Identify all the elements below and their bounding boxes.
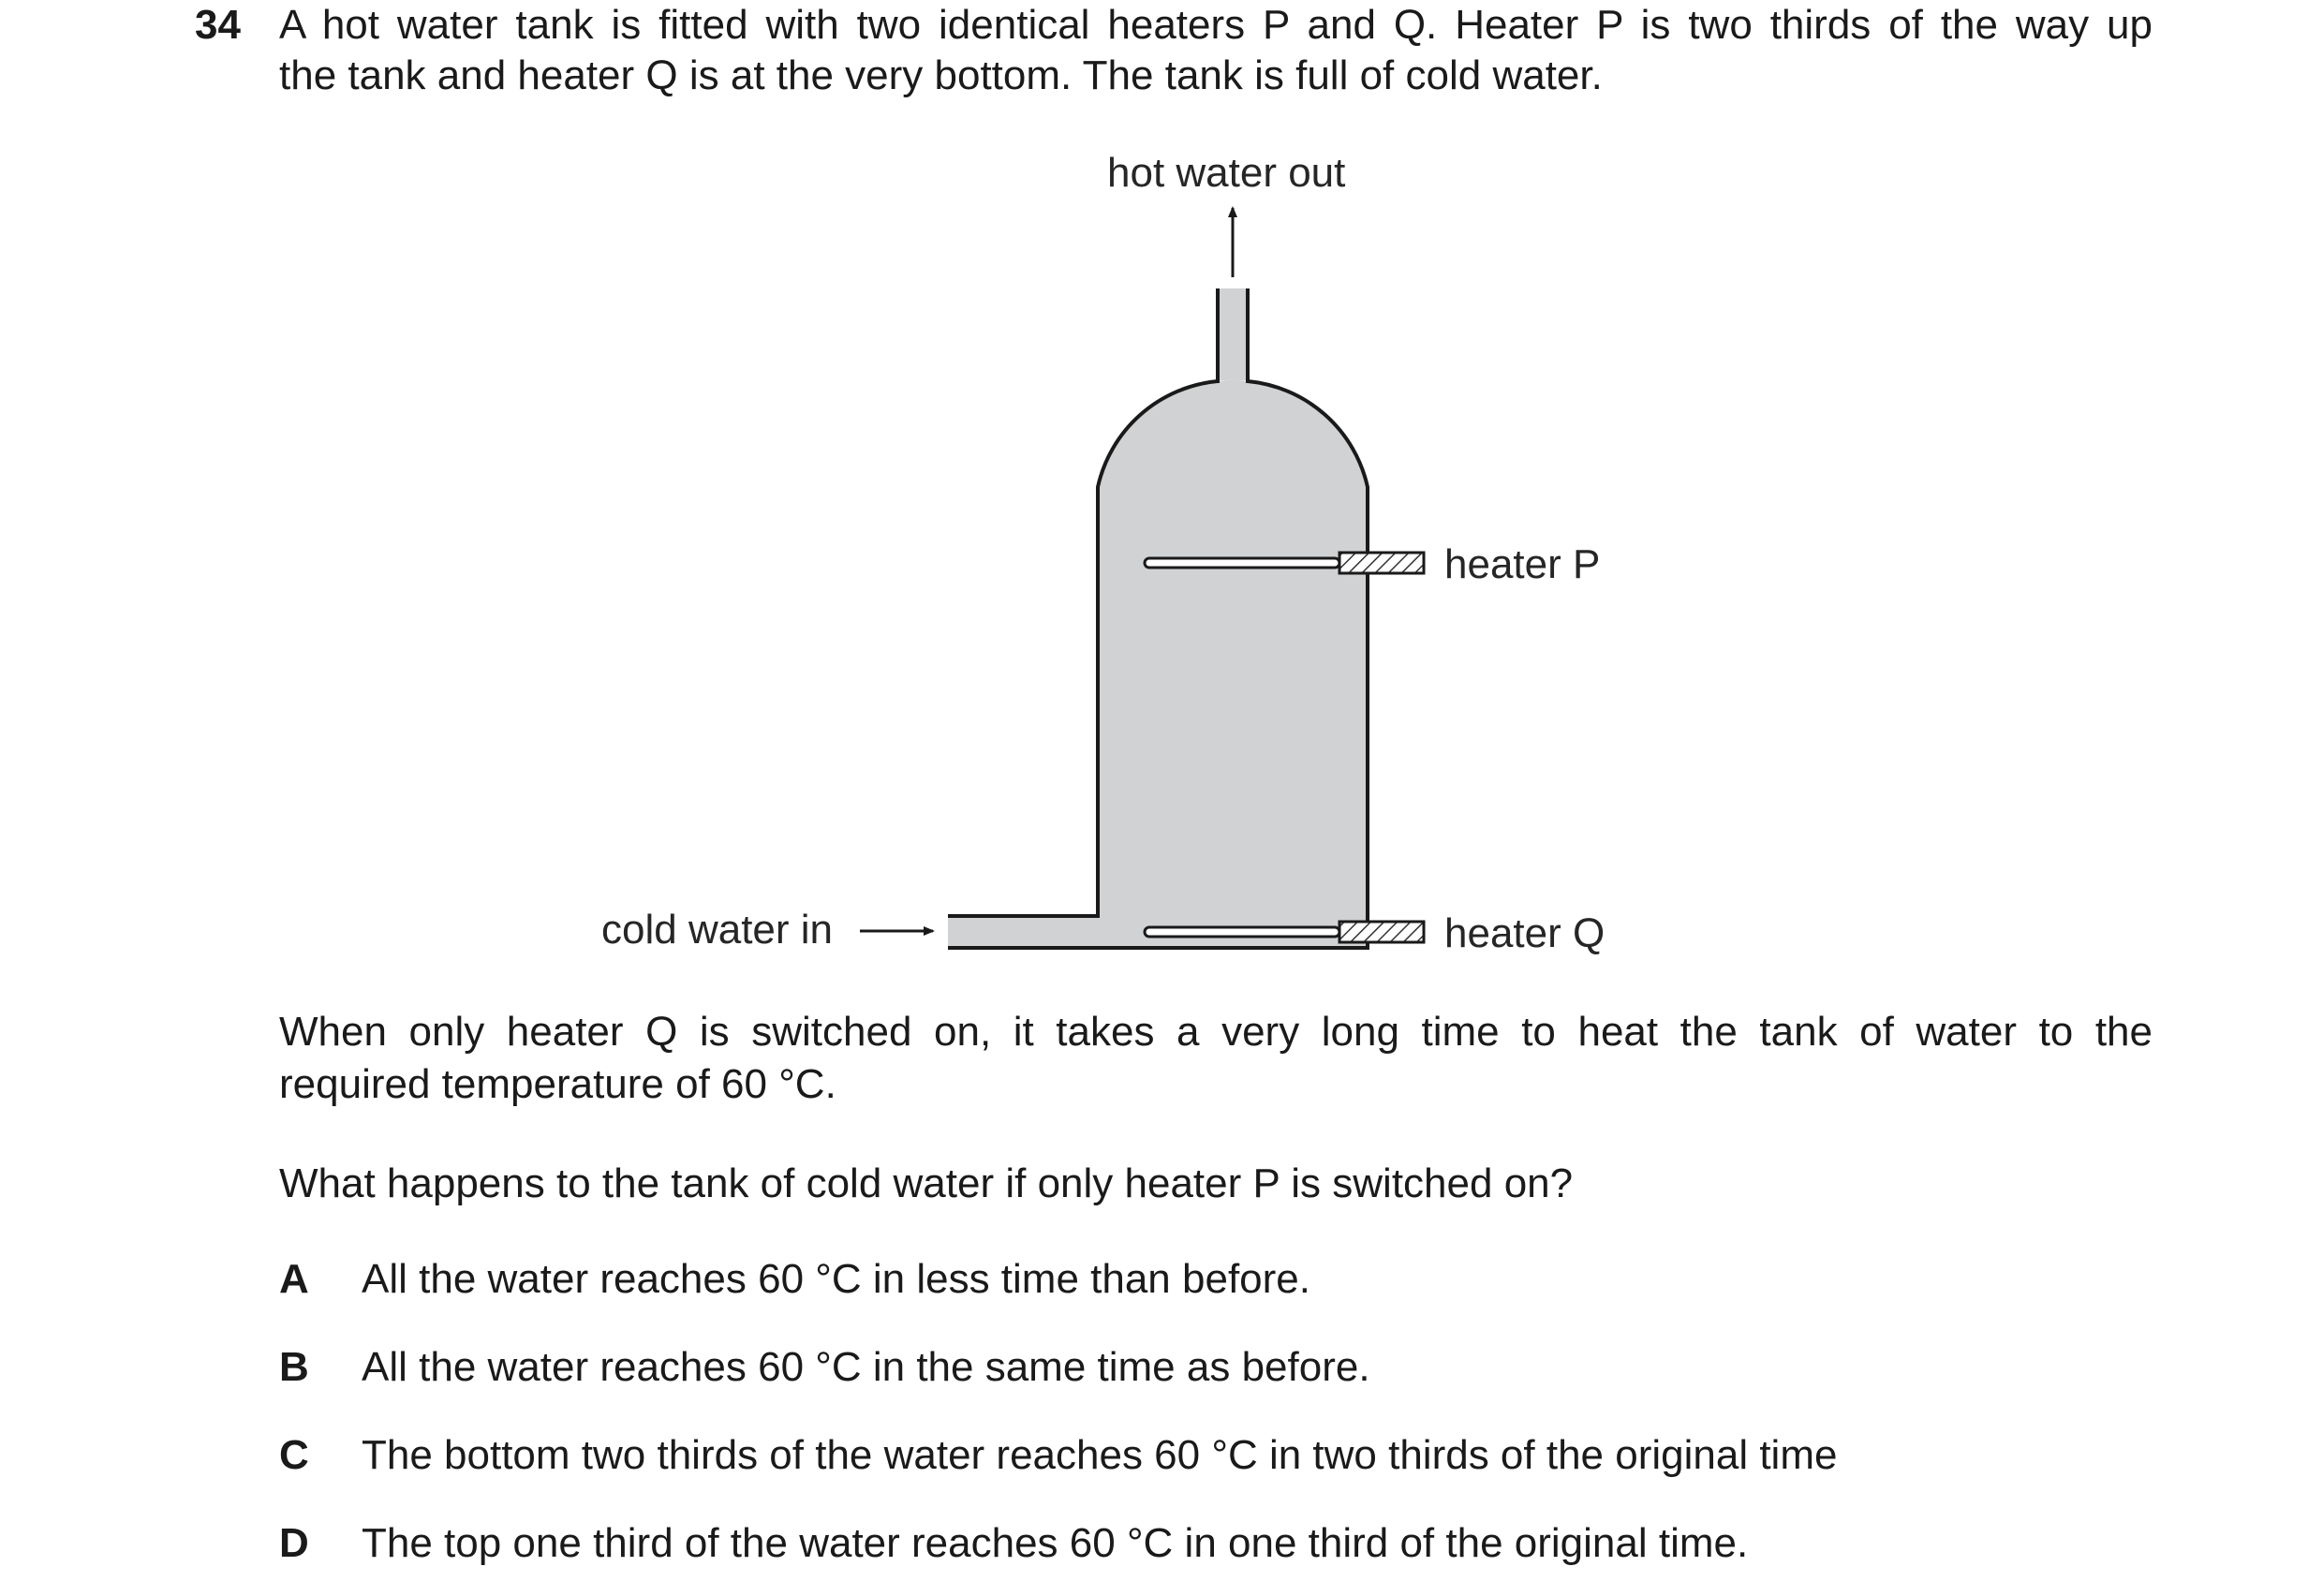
option-d-letter: D [279,1520,309,1566]
question-stem-line-2: the tank and heater Q is at the very bottom. The tank is full of cold water. [279,52,1603,98]
question-stem-line-1: A hot water tank is fitted with two identical heaters P and Q. Heater P is two thirds of the way up [279,2,2153,48]
option-a-letter: A [279,1256,309,1302]
tank-body [948,288,1368,948]
info-paragraph [279,1006,2153,1111]
label-hot-water-out: hot water out [1107,150,1346,196]
label-heater-q: heater Q [1444,910,1605,956]
option-c-letter: C [279,1432,309,1478]
option-a-text: All the water reaches 60 °C in less time than before. [362,1256,1310,1302]
info-paragraph-line-1: When only heater Q is switched on, it takes a very long time to heat the tank of water to the [279,1009,2153,1055]
label-cold-water-in: cold water in [601,907,834,953]
option-c-text: The bottom two thirds of the water reaches 60 °C in two thirds of the original time [362,1432,1838,1478]
info-paragraph-line-2: required temperature of 60 °C. [279,1061,836,1107]
option-b-letter: B [279,1344,309,1390]
heater-p-rod [1145,558,1339,568]
label-heater-p: heater P [1444,541,1601,587]
heater-p-mount [1339,553,1424,573]
question-number: 34 [195,2,241,48]
heater-q-rod [1145,927,1339,937]
option-b-text: All the water reaches 60 °C in the same time as before. [362,1344,1370,1390]
heater-q-mount [1339,922,1424,942]
option-d-text: The top one third of the water reaches 60 °C in one third of the original time. [362,1520,1749,1566]
question-prompt: What happens to the tank of cold water if only heater P is switched on? [279,1160,1574,1206]
